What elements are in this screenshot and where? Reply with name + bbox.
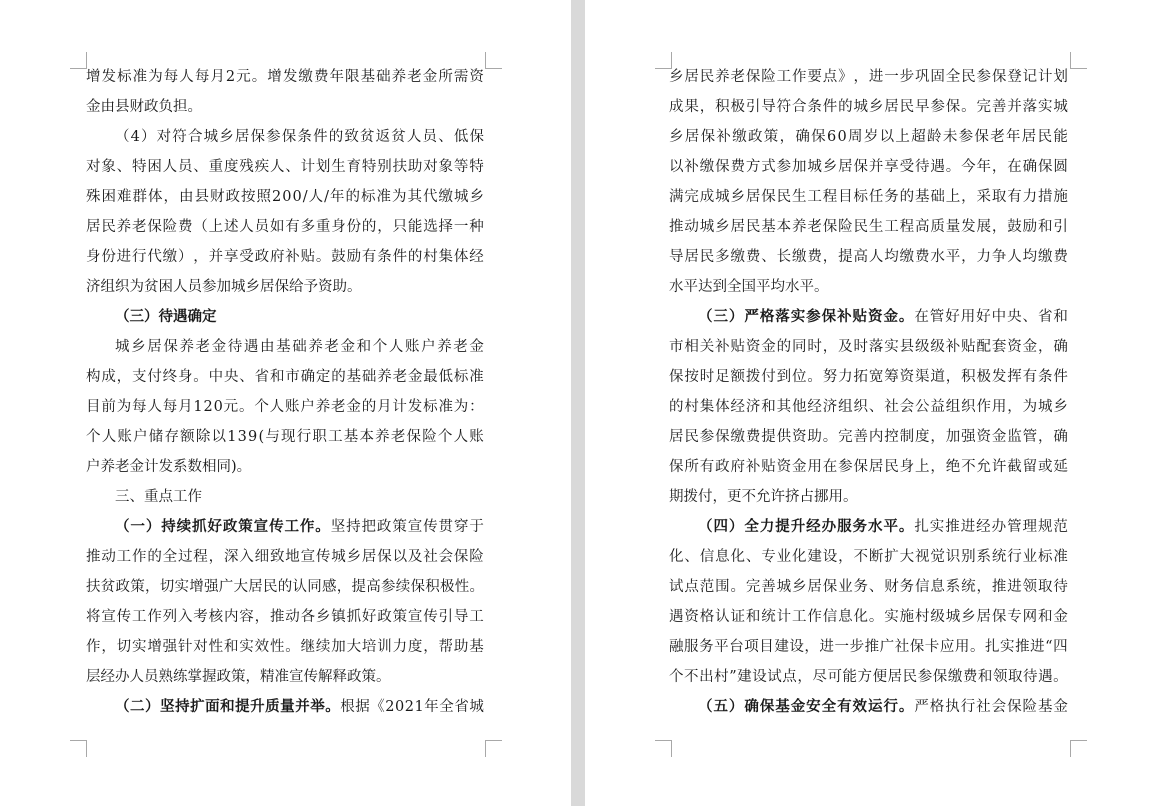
text-line: 扶 贫 政 策 ， 切 实 增 强 广 大 居 民 的 认 同 感 ， 提 高 参 续 保 积 极 性 。	[86, 579, 484, 595]
document-page-right	[585, 0, 1158, 806]
text-line: 乡 居 保 补 缴 政 策 ， 确 保 6 0 周 岁 以 上 超 龄 未 参 保 老 年 居 民 能	[669, 129, 1068, 145]
text-line: 殊 困 难 群 体 ， 由 县 财 政 按 照 2 0 0 / 人 / 年 的 标 准 为 其 代 缴 城 乡	[86, 189, 484, 205]
text-line: 济 组 织 为 贫 困 人 员 参 加 城 乡 居 保 给 予 资 助 。	[86, 279, 362, 295]
text-line: 将 宣 传 工 作 列 入 考 核 内 容 ， 推 动 各 乡 镇 抓 好 政 策 宣 传 引 导 工	[86, 609, 484, 625]
text-line: （ 四 ） 全 力 提 升 经 办 服 务 水 平 。 扎 实 推 进 经 办 管 理 规 范	[698, 518, 1068, 535]
crop-mark-top-left	[70, 52, 87, 69]
text-line: （ 4 ） 对 符 合 城 乡 居 保 参 保 条 件 的 致 贫 返 贫 人 员 、 低 保	[115, 129, 484, 145]
document-page-left	[0, 0, 571, 806]
crop-mark-top-right	[1070, 52, 1087, 69]
text-line: （ 三 ） 严 格 落 实 参 保 补 贴 资 金 。 在 管 好 用 好 中 央 、 省 和	[698, 308, 1068, 325]
text-line: 推 动 工 作 的 全 过 程 ， 深 入 细 致 地 宣 传 城 乡 居 保 以 及 社 会 保 险	[86, 549, 484, 565]
crop-mark-bottom-right	[1070, 740, 1087, 757]
text-line: 户 养 老 金 计 发 系 数 相 同 ) 。	[86, 459, 252, 475]
crop-mark-bottom-left	[70, 740, 87, 757]
text-line: 个 人 账 户 储 存 额 除 以 1 3 9 ( 与 现 行 职 工 基 本 养 老 保 险 个 人 账	[86, 429, 484, 445]
text-line: 导 居 民 多 缴 费 、 长 缴 费 ， 提 高 人 均 缴 费 水 平 ， 力 争 人 均 缴 费	[669, 249, 1068, 265]
text-line: 居 民 养 老 保 险 费 （ 上 述 人 员 如 有 多 重 身 份 的 ， 只 能 选 择 一 种	[86, 219, 484, 235]
text-line: 保 所 有 政 府 补 贴 资 金 用 在 参 保 居 民 身 上 ， 绝 不 允 许 截 留 或 延	[669, 459, 1068, 475]
text-line: 金 由 县 财 政 负 担 。	[86, 99, 202, 115]
text-line: 试 点 范 围 。 完 善 城 乡 居 保 业 务 、 财 务 信 息 系 统 ， 推 进 领 取 待	[669, 579, 1068, 595]
left-page-body-text	[86, 62, 484, 722]
text-line: 保 按 时 足 额 拨 付 到 位 。 努 力 拓 宽 筹 资 渠 道 ， 积 极 发 挥 有 条 件	[669, 369, 1068, 385]
crop-mark-top-right	[485, 52, 502, 69]
text-line: 推 动 城 乡 居 民 基 本 养 老 保 险 民 生 工 程 高 质 量 发 展 ， 鼓 励 和 引	[669, 219, 1068, 235]
text-line: 城 乡 居 保 养 老 金 待 遇 由 基 础 养 老 金 和 个 人 账 户 养 老 金	[115, 339, 484, 355]
text-line: 目 前 为 每 人 每 月 1 2 0 元 。 个 人 账 户 养 老 金 的 月 计 发 标 准 为 ：	[86, 399, 484, 415]
text-line: 对 象 、 特 困 人 员 、 重 度 残 疾 人 、 计 划 生 育 特 别 扶 助 对 象 等 特	[86, 159, 484, 175]
text-line: 市 相 关 补 贴 资 金 的 同 时 ， 及 时 落 实 县 级 级 补 贴 配 套 资 金 ， 确	[669, 339, 1068, 355]
text-line: 化 、 信 息 化 、 专 业 化 建 设 ， 不 断 扩 大 视 觉 识 别 系 统 行 业 标 准	[669, 549, 1068, 565]
crop-mark-bottom-left	[655, 740, 672, 757]
text-line: 期 拨 付 ， 更 不 允 许 挤 占 挪 用 。	[669, 489, 858, 505]
crop-mark-bottom-right	[485, 740, 502, 757]
text-line: （ 五 ） 确 保 基 金 安 全 有 效 运 行 。 严 格 执 行 社 会 保 险 基 金	[698, 698, 1068, 715]
text-line: 水 平 达 到 全 国 平 均 水 平 。	[669, 279, 829, 295]
text-line: （ 三 ） 待 遇 确 定	[115, 308, 217, 325]
text-line: 个 不 出 村 ” 建 设 试 点 ， 尽 可 能 方 便 居 民 参 保 缴 费 和 领 取 待 遇 。	[669, 669, 1068, 685]
text-line: 满 完 成 城 乡 居 保 民 生 工 程 目 标 任 务 的 基 础 上 ， 采 取 有 力 措 施	[669, 189, 1068, 205]
text-line: 身 份 进 行 代 缴 ） ， 并 享 受 政 府 补 贴 。 鼓 励 有 条 件 的 村 集 体 经	[86, 249, 484, 265]
text-line: （ 二 ） 坚 持 扩 面 和 提 升 质 量 并 举 。 根 据 《 2 0 2 1 年 全 省 城	[115, 698, 484, 715]
text-line: 增 发 标 准 为 每 人 每 月 2 元 。 增 发 缴 费 年 限 基 础 养 老 金 所 需 资	[86, 69, 484, 85]
text-line: 三 、 重 点 工 作	[115, 489, 202, 505]
text-line: 融 服 务 平 台 项 目 建 设 ， 进 一 步 推 广 社 保 卡 应 用 。 扎 实 推 进 “ 四	[669, 639, 1068, 655]
text-line: 遇 资 格 认 证 和 统 计 工 作 信 息 化 。 实 施 村 级 城 乡 居 保 专 网 和 金	[669, 609, 1068, 625]
text-line: 的 村 集 体 经 济 和 其 他 经 济 组 织 、 社 会 公 益 组 织 作 用 ， 为 城 乡	[669, 399, 1068, 415]
text-line: 以 补 缴 保 费 方 式 参 加 城 乡 居 保 并 享 受 待 遇 。 今 年 ， 在 确 保 圆	[669, 159, 1068, 175]
text-line: 构 成 ， 支 付 终 身 。 中 央 、 省 和 市 确 定 的 基 础 养 老 金 最 低 标 准	[86, 369, 484, 385]
text-line: 作 ， 切 实 增 强 针 对 性 和 实 效 性 。 继 续 加 大 培 训 力 度 ， 帮 助 基	[86, 639, 484, 655]
text-line: 成 果 ， 积 极 引 导 符 合 条 件 的 城 乡 居 民 早 参 保 。 完 善 并 落 实 城	[669, 99, 1068, 115]
text-line: 乡 居 民 养 老 保 险 工 作 要 点 》 ， 进 一 步 巩 固 全 民 参 保 登 记 计 划	[669, 69, 1068, 85]
right-page-body-text	[669, 62, 1068, 722]
text-line: 居 民 参 保 缴 费 提 供 资 助 。 完 善 内 控 制 度 ， 加 强 资 金 监 管 ， 确	[669, 429, 1068, 445]
text-line: （ 一 ） 持 续 抓 好 政 策 宣 传 工 作 。 坚 持 把 政 策 宣 传 贯 穿 于	[115, 518, 484, 535]
text-line: 层 经 办 人 员 熟 练 掌 握 政 策 ， 精 准 宣 传 解 释 政 策 。	[86, 669, 391, 685]
